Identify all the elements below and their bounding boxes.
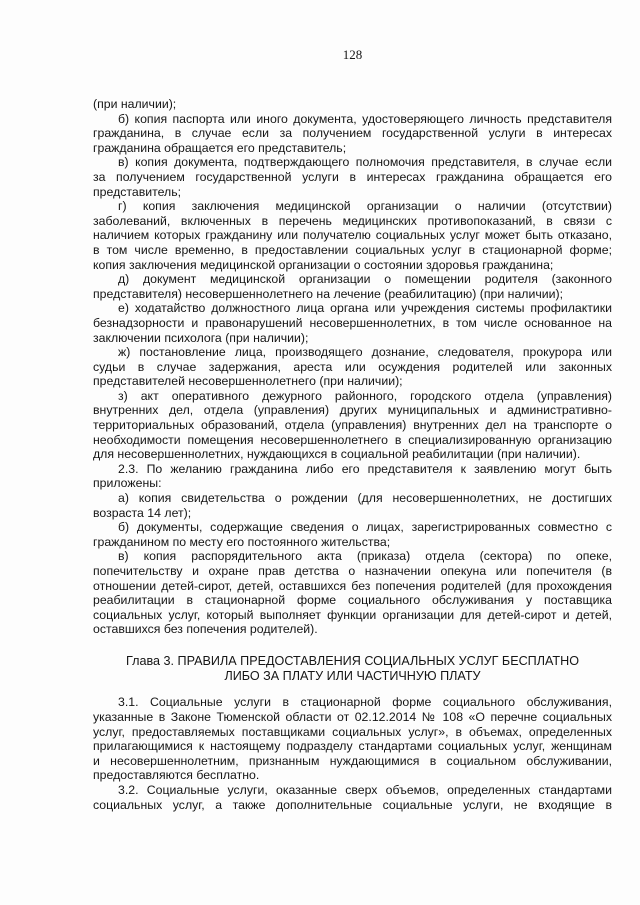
text-line: приложены: [93,476,162,491]
text-line: судьи в случае задержания, ареста или осуждения родителей или законных [93,359,612,374]
text-line: социальных услуг, который выполняет функции организации для детей-сирот и детей, [93,607,612,622]
text-line: заболеваний, включенных в перечень медицинских противопоказаний, в связи с [93,213,612,228]
heading-line: ЛИБО ЗА ПЛАТУ ИЛИ ЧАСТИЧНУЮ ПЛАТУ [224,669,481,684]
paragraph [93,301,612,345]
text-line: наличием которых гражданину или получателю социальных услуг может быть отказано, [93,228,612,243]
text-line: и несовершеннолетним, признанным нуждающимися в социальном обслуживании, [93,753,612,768]
text-line: е) ходатайство должностного лица органа или учреждения системы профилактики [118,301,612,316]
text-line: безнадзорности и правонарушений несовершеннолетних, в том числе основанное на [93,315,612,330]
text-line: за получением государственной услуги в интересах гражданина обращается его [93,169,612,184]
text-line: (при наличии); [93,97,177,111]
text-line: представитель; [93,184,182,199]
chapter-3-heading [93,654,612,683]
heading-line: Глава 3. ПРАВИЛА ПРЕДОСТАВЛЕНИЯ СОЦИАЛЬНЫХ УСЛУГ БЕСПЛАТНО [126,654,579,669]
page-number: 128 [342,47,363,62]
text-line: заключении психолога (при наличии); [93,330,309,345]
paragraph [93,462,612,491]
paragraph [93,345,612,389]
text-line: б) копия паспорта или иного документа, удостоверяющего личность представителя [118,111,612,126]
text-line: необходимости помещения несовершеннолетнего в специализированную организацию [93,432,612,447]
section-2-continuation [93,97,612,637]
paragraph [93,112,612,156]
text-line: а) копия свидетельства о рождении (для несовершеннолетних, не достигших [118,491,612,506]
paragraph [93,520,612,549]
text-line: реабилитации в стационарной форме социального обслуживания у поставщика [93,593,612,608]
text-line: в) копия документа, подтверждающего полномочия представителя, в случае если [118,155,612,170]
text-line: б) документы, содержащие сведения о лицах, зарегистрированных совместно с [118,520,612,535]
chapter-3-text [93,695,612,812]
text-line: 3.2. Социальные услуги, оказанные сверх объемов, определенных стандартами [118,783,612,798]
text-line: внутренних дел, отдела (управления) других муниципальных и административно- [93,403,612,418]
paragraph [93,549,612,637]
text-line: услуг, предоставляемых поставщиками социальных услуг», в объемах, определенных [93,724,612,739]
text-line: 2.3. По желанию гражданина либо его представителя к заявлению могут быть [118,461,612,476]
text-line: социальных услуг, а также дополнительные социальные услуги, не входящие в [93,797,612,812]
paragraph [93,199,612,272]
text-line: 3.1. Социальные услуги в стационарной форме социального обслуживания, [118,695,612,710]
paragraph [93,97,612,112]
text-flow [93,97,612,812]
text-line: в том числе временно, в предоставлении социальных услуг в стационарной форме; [93,242,612,257]
text-line: г) копия заключения медицинской организации о наличии (отсутствии) [118,199,612,214]
text-line: ж) постановление лица, производящего дознание, следователя, прокурора или [118,345,612,360]
text-line: гражданина обращается его представитель; [93,140,347,155]
text-line: указанные в Законе Тюменской области от 02.12.2014 № 108 «О перечне социальных [93,710,612,725]
text-line: прилагающимися к настоящему подразделу стандартами социальных услуг, женщинам [93,739,612,754]
paragraph [93,695,612,783]
text-line: предоставляются бесплатно. [93,768,260,783]
text-line: д) документ медицинской организации о помещении родителя (законного [118,272,612,287]
text-line: представителя) несовершеннолетнего на лечение (реабилитацию) (при наличии); [93,286,563,301]
text-line: гражданином по месту его постоянного жительства; [93,534,391,549]
text-line: копия заключения медицинской организации о состоянии здоровья гражданина; [93,257,554,272]
text-line: возраста 14 лет); [93,505,192,520]
text-line: гражданина, в случае если за получением государственной услуги в интересах [93,126,612,141]
paragraph [93,155,612,199]
paragraph [93,389,612,462]
paragraph [93,272,612,301]
text-line: представителей несовершеннолетнего (при наличии); [93,374,403,389]
text-line: попечительству и охране прав детства о назначении опекуна или попечителя (в [93,564,612,578]
text-line: территориальных образований, отдела (управления) внутренних дел на транспорте о [93,418,612,433]
text-line: отношении детей-сирот, детей, оставшихся без попечения родителей (для прохождения [93,578,612,593]
text-line: з) акт оперативного дежурного районного, городского отдела (управления) [118,388,612,403]
text-line: для несовершеннолетних, нуждающихся в социальной реабилитации (при наличии). [93,447,581,462]
text-line: оставшихся без попечения родителей). [93,622,318,637]
text-line: в) копия распорядительного акта (приказа) отдела (сектора) по опеке, [118,549,612,564]
paragraph [93,491,612,520]
paragraph [93,783,612,812]
